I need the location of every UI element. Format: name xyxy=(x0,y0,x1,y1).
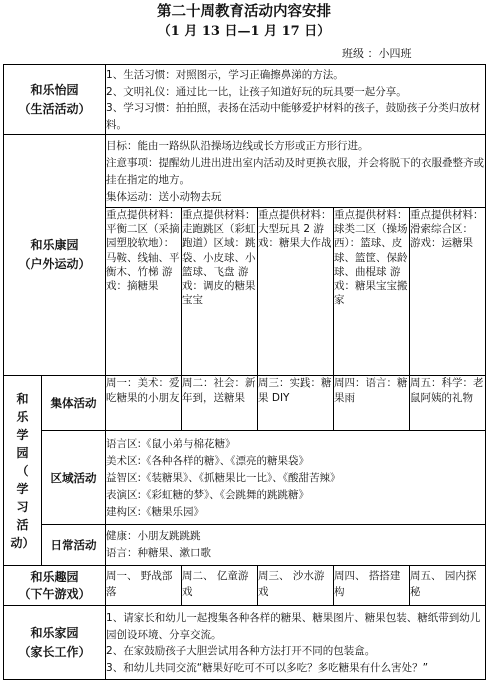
area-activity-item: 美术区:《各种各样的糖》、《漂亮的糖果袋》 xyxy=(106,455,310,467)
family-content xyxy=(106,606,486,680)
play-wed: 周三、 沙水游戏 xyxy=(258,566,334,606)
outdoor-intro xyxy=(106,135,486,208)
family-item: 1、请家长和幼儿一起搜集各种各样的糖果、糖果图片、糖果包装、糖纸带到幼儿园创设环境、分享交流。 xyxy=(106,612,481,641)
area-activity-label: 区域活动 xyxy=(42,431,106,525)
learning-heading: 和 乐 学 园 （ 学 习 活 动） xyxy=(4,376,42,566)
life-item: 1、生活习惯：对照图示，学习正确擦鼻涕的方法。 xyxy=(106,69,344,81)
outdoor-area-5: 重点提供材料：滑索综合区： 游戏：运糖果 xyxy=(410,208,486,376)
play-thu: 周四、 搭搭建构 xyxy=(334,566,410,606)
area-activity-list xyxy=(106,431,486,525)
life-heading: 和乐怡园 （生活活动） xyxy=(4,65,106,135)
area-activity-item: 表演区:《彩虹糖的梦》、《会跳舞的跳跳糖》 xyxy=(106,489,310,501)
daily-activity-label: 日常活动 xyxy=(42,525,106,566)
page-title: 第二十周教育活动内容安排 xyxy=(157,3,331,20)
daily-activity-list xyxy=(106,525,486,566)
class-label: 班级 ：小四班 xyxy=(342,47,412,60)
daily-activity-item: 健康：小朋友跳跳跳 xyxy=(106,530,201,542)
family-item: 3、和幼儿共同交流“糖果好吃可不可以多吃？多吃糖果有什么害处？” xyxy=(106,661,429,674)
play-heading: 和乐趣园 （下午游戏） xyxy=(4,566,106,606)
family-item: 2、在家鼓励孩子大胆尝试用各种方法打开不同的包装盒。 xyxy=(106,645,376,657)
outdoor-area-1: 重点提供材料：平衡二区（采摘园塑胶软地）：马鞍、线轴、平衡木、竹梯 游戏：摘糖果 xyxy=(106,208,182,376)
group-activity-mon: 周一：美术：爱吃糖果的小朋友 xyxy=(106,376,182,431)
row-life xyxy=(4,65,486,135)
outdoor-area-2: 重点提供材料：走跑跳区（彩虹跑道）区域：跳袋、小皮球、小篮球、飞盘 游戏：调皮的糖果宝宝 xyxy=(182,208,258,376)
play-mon: 周一、 野战部落 xyxy=(106,566,182,606)
outdoor-area-3: 重点提供材料：大型玩具 2 游戏：糖果大作战 xyxy=(258,208,334,376)
group-activity-wed: 周三：实践：糖果 DIY xyxy=(258,376,334,431)
schedule-table xyxy=(3,64,486,680)
row-group-activity xyxy=(4,376,486,431)
row-family xyxy=(4,606,486,680)
outdoor-notes: 注意事项：提醒幼儿进出进出室内活动及时更换衣服，并会将脱下的衣服叠整齐或挂在指定的地方。 xyxy=(106,157,485,186)
row-afternoon-games xyxy=(4,566,486,606)
life-item: 2、文明礼仪：通过比一比，让孩子知道好玩的玩具要一起分享。 xyxy=(106,85,407,98)
group-activity-tue: 周二：社会：新年到，送糖果 xyxy=(182,376,258,431)
outdoor-heading: 和乐康园 （户外运动） xyxy=(4,135,106,376)
row-area-activity xyxy=(4,431,486,525)
life-item: 3、学习习惯：拍拍照，表扬在活动中能够爱护材料的孩子，鼓励孩子分类归放材料。 xyxy=(106,102,481,131)
group-activity-fri: 周五：科学：老鼠阿姨的礼物 xyxy=(410,376,486,431)
area-activity-item: 建构区:《糖果乐园》 xyxy=(106,506,205,518)
play-fri: 周五、 园内探秘 xyxy=(410,566,486,606)
area-activity-item: 益智区:《装糖果》、《抓糖果比一比》、《酸甜苦辣》 xyxy=(106,472,341,484)
daily-activity-item: 语言：种糖果、漱口歌 xyxy=(106,547,212,559)
group-activity-thu: 周四：语言：糖果雨 xyxy=(334,376,410,431)
play-tue: 周二、 亿童游戏 xyxy=(182,566,258,606)
outdoor-area-4: 重点提供材料：球类二区（操场西）：篮球、皮球、篮筐、保龄球、曲棍球 游戏：糖果宝宝搬家 xyxy=(334,208,410,376)
row-outdoor-intro xyxy=(4,135,486,208)
life-content xyxy=(106,65,486,135)
outdoor-group: 集体运动：送小动物去玩 xyxy=(106,191,222,203)
area-activity-item: 语言区:《鼠小弟与棉花糖》 xyxy=(106,438,236,450)
row-daily-activity xyxy=(4,525,486,566)
outdoor-goal: 目标：能由一路纵队沿操场边线或长方形或正方形行进。 xyxy=(106,140,369,152)
date-range: （1 月 13 日—1 月 17 日） xyxy=(157,24,331,39)
group-activity-label: 集体活动 xyxy=(42,376,106,431)
family-heading: 和乐家园 （家长工作） xyxy=(4,606,106,680)
